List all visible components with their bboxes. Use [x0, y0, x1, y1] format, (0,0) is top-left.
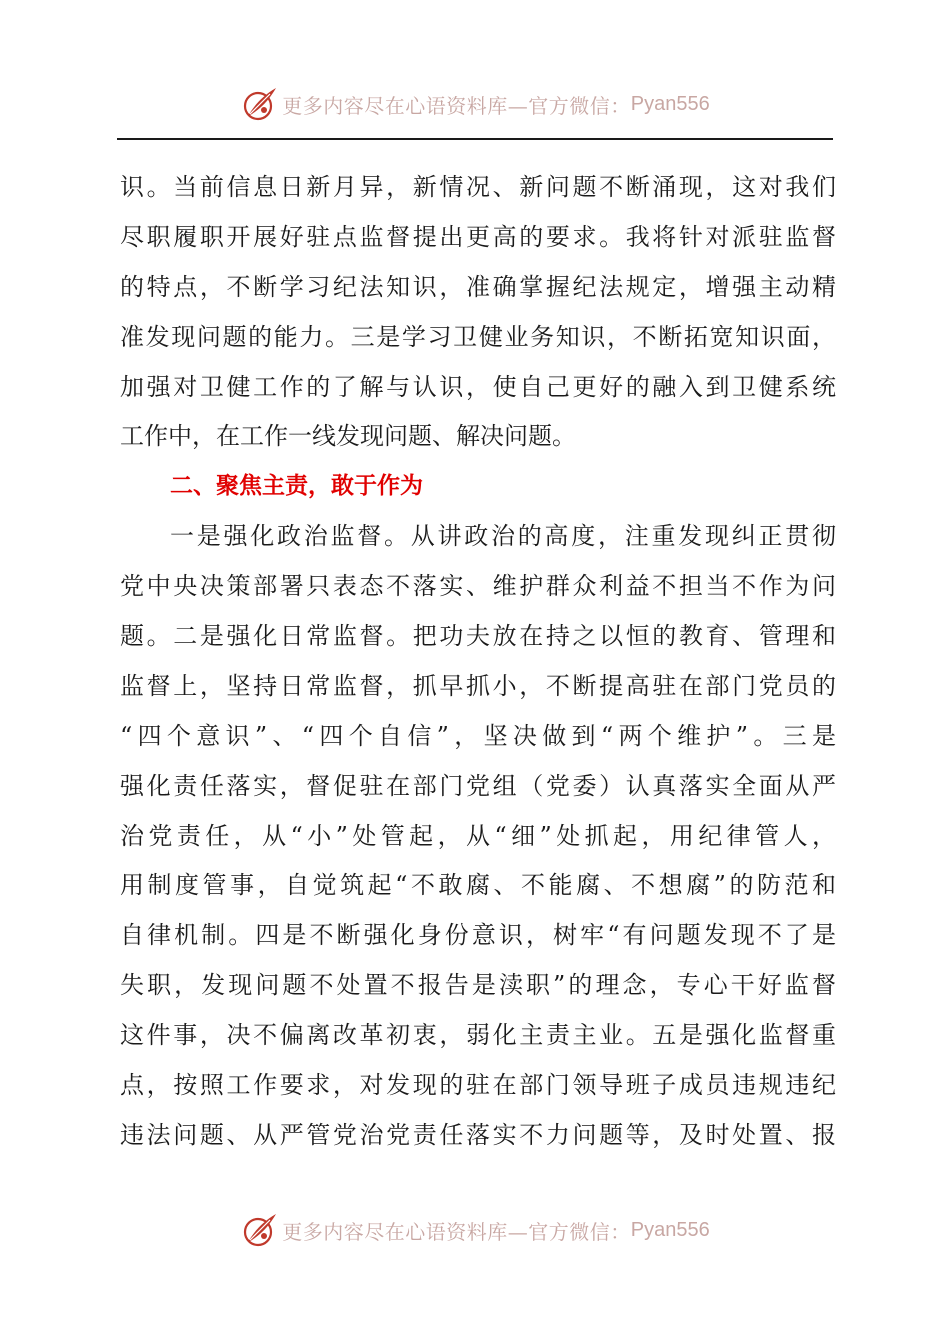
paragraph-2: [120, 512, 836, 1161]
document-body: [120, 163, 836, 1161]
text-line: 识。当前信息日新月异，新情况、新问题不断涌现，这对我们: [120, 173, 836, 201]
banner-wechat-id: Pyan556: [630, 92, 710, 115]
quill-logo-icon: [240, 84, 280, 124]
text-line: 的特点，不断学习纪法知识，准确掌握纪法规定，增强主动精: [120, 272, 836, 301]
paragraph-1: [120, 163, 836, 462]
header-divider: [117, 138, 833, 140]
text-line: 这件事，决不偏离改革初衷，弱化主责主业。五是强化监督重: [120, 1021, 836, 1050]
text-line: 党中央决策部署只表态不落实、维护群众利益不担当不作为问: [120, 572, 836, 601]
section-heading: 二、聚焦主责，敢于作为: [170, 473, 423, 500]
banner-text: 更多内容尽在心语资料库—官方微信：: [282, 93, 631, 118]
text-line: 点，按照工作要求，对发现的驻在部门领导班子成员违规违纪: [120, 1071, 836, 1100]
text-line: 题。二是强化日常监督。把功夫放在持之以恒的教育、管理和: [120, 622, 836, 651]
text-line: 失职，发现问题不处置不报告是渎职”的理念，专心干好监督: [120, 971, 836, 1000]
text-line: 违法问题、从严管党治党责任落实不力问题等，及时处置、报: [120, 1120, 836, 1149]
text-line: 工作中，在工作一线发现问题、解决问题。: [120, 422, 576, 451]
text-line: 监督上，坚持日常监督，抓早抓小，不断提高驻在部门党员的: [120, 671, 836, 700]
header-banner: [0, 84, 950, 124]
text-line: 治党责任，从“小”处管起，从“细”处抓起，用纪律管人，: [120, 821, 836, 850]
quill-logo-icon: [240, 1210, 280, 1250]
text-line: 强化责任落实，督促驻在部门党组（党委）认真落实全面从严: [120, 771, 836, 800]
text-line: 自律机制。四是不断强化身份意识，树牢“有问题发现不了是: [120, 921, 836, 950]
text-line: 一是强化政治监督。从讲政治的高度，注重发现纠正贯彻: [170, 522, 836, 551]
text-line: 加强对卫健工作的了解与认识，使自己更好的融入到卫健系统: [120, 372, 836, 401]
text-line: 用制度管事，自觉筑起“不敢腐、不能腐、不想腐”的防范和: [120, 871, 836, 900]
text-line: 尽职履职开展好驻点监督提出更高的要求。我将针对派驻监督: [120, 222, 836, 251]
text-line: 准发现问题的能力。三是学习卫健业务知识，不断拓宽知识面，: [120, 322, 836, 351]
footer-banner: [0, 1210, 950, 1250]
text-line: “四个意识”、“四个自信”，坚决做到“两个维护”。三是: [120, 721, 836, 750]
banner-wechat-id: Pyan556: [630, 1218, 710, 1241]
banner-text: 更多内容尽在心语资料库—官方微信：: [282, 1219, 631, 1244]
